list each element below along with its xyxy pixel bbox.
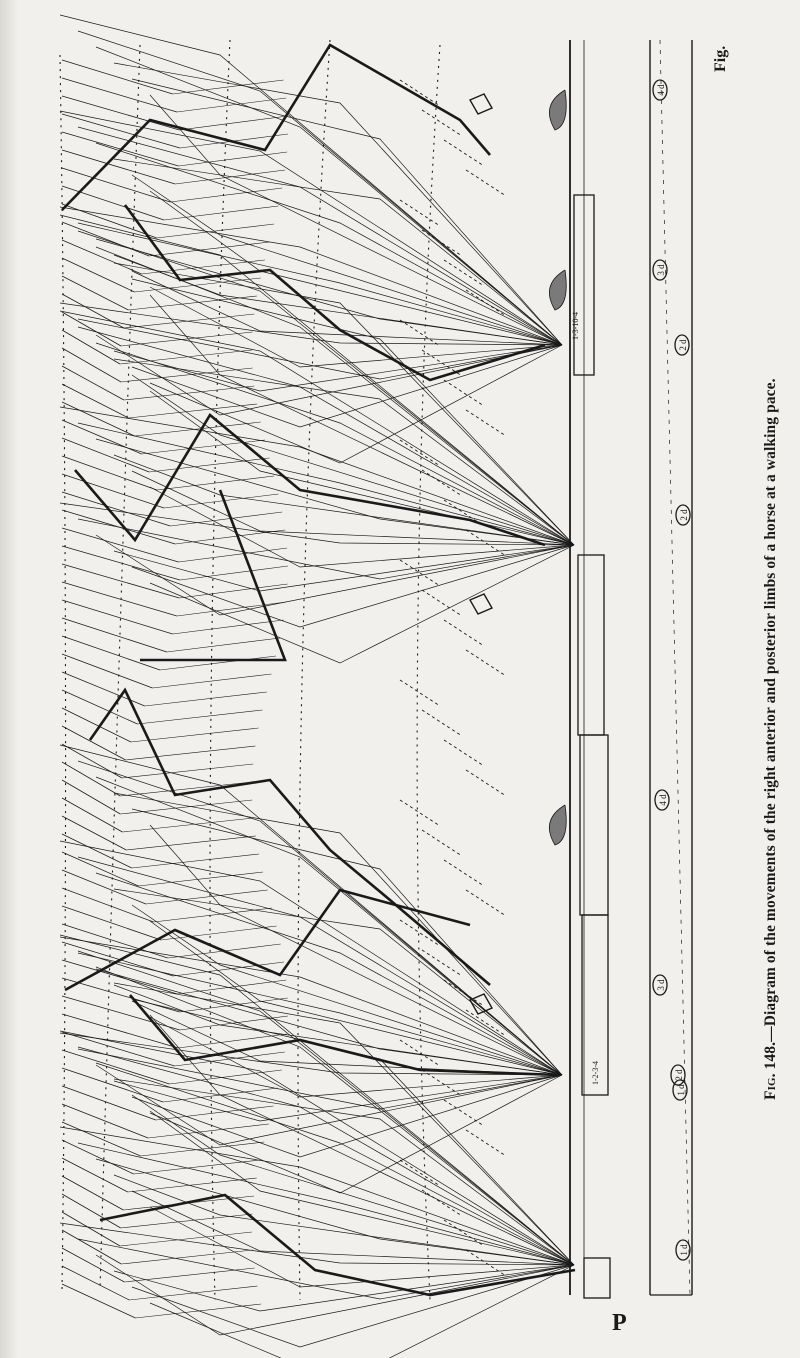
mid-segment-1104 — [148, 1124, 269, 1138]
hatch-segment-852 — [62, 852, 138, 886]
hatch-segment-762 — [62, 762, 120, 796]
dashed-connector-28 — [466, 890, 506, 916]
limb-trajectory-bands — [60, 15, 575, 1358]
hoof-print-label: 4 d — [656, 84, 666, 96]
dotted-boundary-2 — [100, 45, 140, 1290]
mid-segment-834 — [132, 854, 259, 868]
ground-line-group — [570, 40, 610, 1298]
hoof-print-mark-1 — [653, 80, 667, 100]
mid-segment-1050 — [170, 1070, 282, 1084]
hatch-segment-150 — [62, 150, 175, 184]
hatch-segment-1122 — [62, 1122, 141, 1156]
dashed-connector-18 — [422, 590, 462, 616]
fan-line-70 — [114, 1075, 562, 1121]
hoof-print-label: 2 d — [678, 339, 688, 351]
heavy-limb-outline-5 — [90, 690, 490, 985]
fan-line-53 — [132, 809, 562, 1075]
mid-segment-996 — [180, 1016, 288, 1030]
hatch-segment-726 — [62, 726, 126, 760]
fan-line-90 — [150, 1207, 574, 1287]
fan-line-35 — [132, 375, 574, 545]
hoof-print-label: 4 d — [658, 794, 668, 806]
hatch-segment-564 — [62, 564, 179, 598]
figure-number: Fig. 148. — [762, 1041, 779, 1100]
mid-segment-816 — [126, 836, 255, 850]
dashed-connector-20 — [466, 650, 506, 676]
hatch-segment-96 — [62, 96, 179, 130]
fan-line-82 — [114, 1079, 574, 1265]
hoof-print-label: 3 d — [656, 264, 666, 276]
hatch-segment-654 — [62, 654, 152, 688]
mid-segment-276 — [128, 296, 257, 310]
hatch-segment-708 — [62, 708, 131, 742]
mid-segment-1068 — [163, 1088, 278, 1102]
dashed-connector-12 — [466, 410, 506, 436]
hatch-segment-798 — [62, 798, 122, 832]
hatch-segment-78 — [62, 78, 177, 112]
hatched-mound-1 — [549, 90, 566, 130]
hoof-print-mark-3 — [675, 335, 689, 355]
heavy-limb-outline-1 — [62, 45, 490, 210]
mid-segment-654 — [152, 674, 271, 688]
mid-segment-492 — [170, 512, 282, 526]
hatch-segment-780 — [62, 780, 120, 814]
mid-segment-366 — [124, 386, 254, 400]
mid-segment-888 — [154, 908, 273, 922]
hatch-segment-906 — [62, 906, 161, 940]
fan-line-65 — [132, 1001, 562, 1075]
mid-segment-582 — [177, 602, 286, 616]
hatch-segment-870 — [62, 870, 146, 904]
hatch-segment-1158 — [62, 1158, 128, 1192]
hatch-segment-186 — [62, 186, 164, 220]
dotted-boundary-3 — [210, 40, 230, 1300]
hatch-segment-402 — [62, 402, 135, 436]
mid-segment-510 — [175, 530, 285, 544]
hoof-print-label: 2 d — [679, 509, 689, 521]
fan-line-31 — [60, 311, 574, 545]
hoof-track-strip — [650, 40, 692, 1295]
dashed-connector-30 — [422, 950, 462, 976]
hoof-wedge-2 — [470, 594, 492, 614]
hatch-segment-744 — [62, 744, 122, 778]
fan-line-24 — [150, 345, 562, 463]
hatch-segment-240 — [62, 240, 142, 274]
dashed-connector-3 — [444, 140, 484, 166]
hoof-print-mark-6 — [655, 790, 669, 810]
mid-segment-546 — [180, 566, 288, 580]
mid-segment-1122 — [141, 1142, 265, 1156]
fan-line-92 — [78, 1239, 574, 1299]
fan-line-9 — [96, 143, 562, 345]
dashed-connector-24 — [466, 770, 506, 796]
figure-caption — [762, 240, 780, 1100]
mid-segment-636 — [160, 656, 276, 670]
hoof-print-mark-2 — [653, 260, 667, 280]
mid-segment-1284 — [135, 1304, 261, 1318]
mid-segment-564 — [179, 584, 287, 598]
mid-segment-1158 — [128, 1178, 257, 1192]
mid-segment-168 — [170, 188, 282, 202]
hatch-segment-834 — [62, 834, 132, 868]
dashed-connector-38 — [422, 1190, 462, 1216]
fan-line-79 — [60, 1031, 574, 1265]
dashed-connector-26 — [422, 830, 462, 856]
dashed-connector-23 — [444, 740, 484, 766]
page-letter: P — [612, 1310, 627, 1336]
fan-line-11 — [132, 175, 562, 345]
fan-line-5 — [132, 79, 562, 345]
mid-segment-690 — [137, 710, 262, 724]
hatch-segment-1266 — [62, 1266, 129, 1300]
heavy-limb-outline-6 — [65, 890, 470, 990]
mid-segment-1086 — [156, 1106, 274, 1120]
hoof-print-mark-9 — [676, 1240, 690, 1260]
dashed-connector-37 — [400, 1160, 440, 1186]
mid-segment-906 — [161, 926, 277, 940]
track-dashed-path — [660, 40, 690, 1295]
hoof-print-label: 2 d — [674, 1069, 684, 1081]
mid-segment-222 — [149, 242, 269, 256]
fan-line-55 — [60, 841, 562, 1075]
hatch-segment-168 — [62, 168, 170, 202]
mid-segment-60 — [173, 80, 284, 94]
hoof-print-mark-7 — [653, 975, 667, 995]
mid-segment-978 — [180, 998, 288, 1012]
figure-caption-text: —Diagram of the movements of the right anterior and posterior limbs of a horse at a walking pace. — [762, 378, 779, 1042]
mid-segment-312 — [121, 332, 253, 346]
mid-segment-726 — [126, 746, 256, 760]
ground-label-1: 1-3-10-4 — [571, 312, 580, 340]
mid-segment-1230 — [121, 1250, 252, 1264]
fan-line-34 — [114, 359, 574, 545]
mid-segment-294 — [124, 314, 254, 328]
fan-line-45 — [96, 535, 574, 615]
fan-line-44 — [78, 519, 574, 579]
fan-line-7 — [60, 111, 562, 345]
hoof-print-label: 3 d — [656, 979, 666, 991]
hatch-segment-114 — [62, 114, 180, 148]
fan-line-73 — [60, 935, 574, 1265]
fan-line-26 — [78, 231, 574, 545]
fan-line-81 — [96, 1063, 574, 1265]
hatch-segment-366 — [62, 366, 124, 400]
hatch-segment-330 — [62, 330, 120, 364]
hatch-segment-348 — [62, 348, 121, 382]
fan-line-63 — [96, 969, 562, 1075]
fan-line-18 — [150, 287, 562, 367]
hoof-print-mark-8 — [671, 1065, 685, 1085]
mid-segment-96 — [179, 116, 287, 130]
hatch-segment-1140 — [62, 1140, 134, 1174]
fan-line-80 — [78, 1047, 574, 1265]
dashed-connector-19 — [444, 620, 484, 646]
mid-segment-1194 — [121, 1214, 253, 1228]
dotted-boundary-5 — [417, 45, 440, 1300]
hatch-segment-1248 — [62, 1248, 124, 1282]
fan-line-39 — [96, 439, 574, 545]
hatch-segment-258 — [62, 258, 134, 292]
dashed-connector-21 — [400, 680, 440, 706]
hoof-print-mark-4 — [676, 505, 690, 525]
hatch-segment-60 — [62, 60, 173, 94]
hatch-segment-510 — [62, 510, 175, 544]
stance-box-2 — [578, 555, 604, 735]
hatch-segment-996 — [62, 996, 180, 1030]
hatch-segment-528 — [62, 528, 179, 562]
fan-line-29 — [132, 279, 574, 545]
dashed-connector-14 — [422, 470, 462, 496]
dashed-connector-2 — [422, 110, 462, 136]
mid-segment-132 — [179, 152, 288, 166]
fan-line-46 — [114, 545, 574, 591]
fan-line-48 — [150, 545, 574, 663]
hatch-segment-438 — [62, 438, 149, 472]
hatch-segment-636 — [62, 636, 160, 670]
hatch-segment-1284 — [62, 1284, 135, 1318]
mid-segment-798 — [122, 818, 253, 832]
fan-line-69 — [96, 1065, 562, 1145]
hatch-segment-672 — [62, 672, 145, 706]
mid-segment-852 — [138, 872, 263, 886]
dashed-connector-25 — [400, 800, 440, 826]
fan-line-15 — [96, 239, 562, 345]
fan-line-93 — [96, 1255, 574, 1335]
dashed-connector-13 — [400, 440, 440, 466]
mid-segment-618 — [167, 638, 280, 652]
fan-line-66 — [150, 1017, 562, 1097]
hoof-wedge-1 — [470, 94, 492, 114]
dashed-connector-27 — [444, 860, 484, 886]
fan-line-72 — [150, 1075, 562, 1193]
hoof-print-label: 1 d — [676, 1084, 686, 1096]
dashed-connector-35 — [444, 1100, 484, 1126]
hatch-segment-600 — [62, 600, 173, 634]
dashed-connector-11 — [444, 380, 484, 406]
hatch-segment-1230 — [62, 1230, 121, 1264]
fan-line-56 — [78, 857, 562, 1075]
dashed-connector-1 — [400, 80, 440, 106]
hatch-segment-1176 — [62, 1176, 123, 1210]
dashed-connector-4 — [466, 170, 506, 196]
heavy-limb-outline-8 — [100, 1195, 575, 1295]
dashed-connector-22 — [422, 710, 462, 736]
fan-line-42 — [150, 487, 574, 567]
hoof-print-mark-5 — [673, 1080, 687, 1100]
hoof-print-label: 1 d — [679, 1244, 689, 1256]
hatch-segment-618 — [62, 618, 167, 652]
hatched-mound-3 — [549, 805, 566, 845]
hatch-segment-1068 — [62, 1068, 163, 1102]
hatched-mound-2 — [549, 270, 566, 310]
mid-segment-672 — [145, 692, 267, 706]
mid-segment-960 — [177, 980, 286, 994]
hatch-segment-1194 — [62, 1194, 121, 1228]
mid-segment-1248 — [124, 1268, 254, 1282]
fan-line-87 — [96, 1159, 574, 1265]
corner-mark: Fig. — [712, 45, 729, 72]
hatch-segment-420 — [62, 420, 142, 454]
hatch-segment-816 — [62, 816, 126, 850]
fan-line-58 — [114, 889, 562, 1075]
hatch-segment-924 — [62, 924, 168, 958]
stance-box-5 — [584, 1258, 610, 1298]
dashed-connector-36 — [466, 1130, 506, 1156]
fan-line-47 — [132, 545, 574, 627]
hatch-segment-1086 — [62, 1086, 156, 1120]
mid-segment-1140 — [134, 1160, 261, 1174]
fan-line-88 — [114, 1175, 574, 1265]
fan-line-1 — [60, 15, 562, 345]
fan-line-33 — [96, 343, 574, 545]
hatch-segment-1050 — [62, 1050, 170, 1084]
mid-segment-150 — [175, 170, 285, 184]
mid-segment-744 — [122, 764, 253, 778]
fan-line-94 — [114, 1265, 574, 1311]
ground-label-2: 1-2-3-4 — [591, 1061, 600, 1085]
